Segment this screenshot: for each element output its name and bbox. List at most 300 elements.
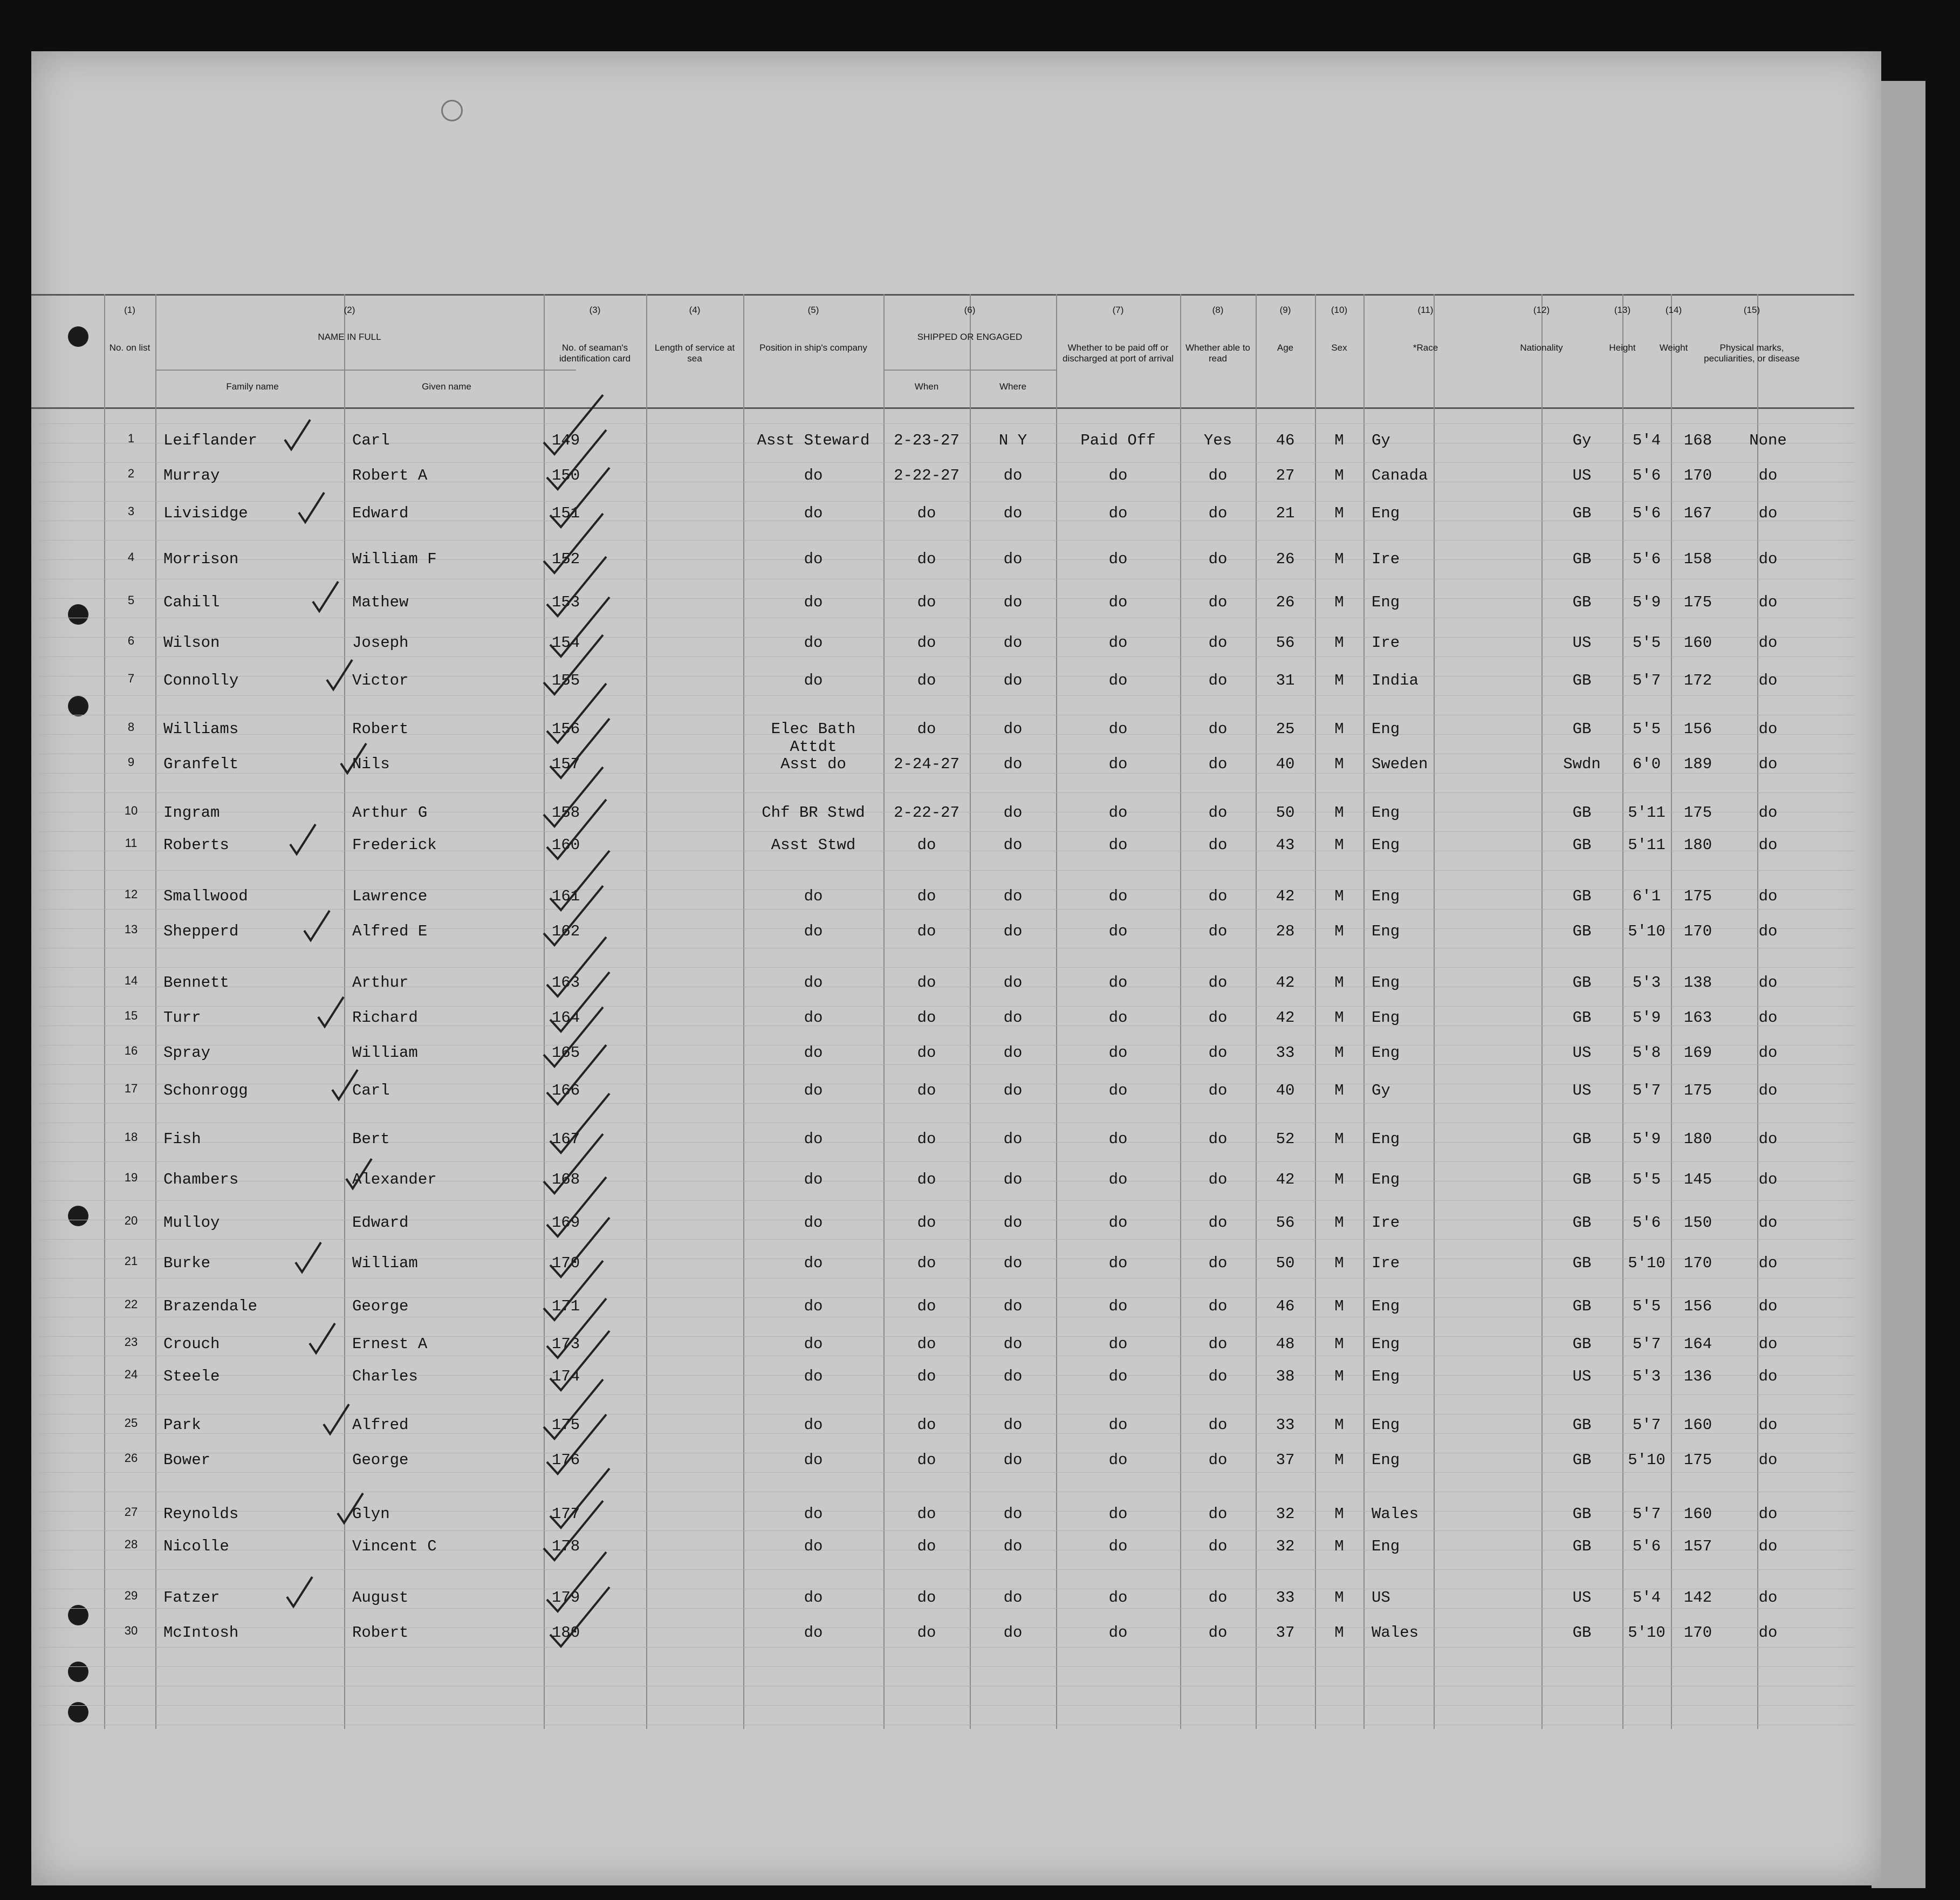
cell-weight: 156 [1683,1297,1712,1315]
cell-card: 170 [552,1254,580,1272]
cell-sex: M [1334,672,1344,689]
cell-family: Spray [163,1044,211,1062]
cell-n: 7 [127,672,135,685]
manifest-sheet [31,51,1881,1885]
cell-weight: 160 [1683,1505,1712,1523]
cell-read: do [1208,1451,1228,1469]
cell-where: do [1003,1335,1023,1353]
column-header: Length of service at sea [654,343,735,364]
cell-position: do [804,1044,823,1062]
cell-card: 168 [552,1171,580,1188]
cell-sex: M [1334,593,1344,611]
cell-where: do [1003,836,1023,854]
cell-age: 32 [1276,1537,1295,1555]
cell-paid: do [1108,467,1128,484]
cell-given: Ernest A [352,1335,428,1353]
cell-marks: do [1758,504,1778,522]
cell-family: Nicolle [163,1537,229,1555]
cell-card: 158 [552,804,580,822]
cell-race: Eng [1372,1130,1400,1148]
cell-nat: GB [1572,804,1592,822]
cell-card: 161 [552,887,580,905]
cell-height: 5'7 [1632,1505,1661,1523]
cell-family: Ingram [163,804,220,822]
handwritten-tick [544,635,603,694]
cell-height: 5'9 [1632,1009,1661,1027]
cell-given: Carl [352,1082,390,1099]
cell-marks: do [1758,1537,1778,1555]
cell-race: Ire [1372,634,1400,652]
cell-sex: M [1334,1044,1344,1062]
cell-n: 1 [127,432,135,445]
cell-marks: None [1749,432,1787,449]
handwritten-tick [544,1501,603,1560]
handwritten-check [318,997,344,1027]
cell-card: 156 [552,720,580,738]
cell-nat: GB [1572,1254,1592,1272]
cell-position: Chf BR Stwd [762,804,865,822]
cell-read: do [1208,1505,1228,1523]
cell-position: do [804,1009,823,1027]
cell-when: do [917,922,936,940]
handwritten-check [304,911,330,940]
handwritten-check [332,1070,358,1099]
cell-paid: do [1108,1044,1128,1062]
cell-card: 169 [552,1214,580,1232]
cell-where: do [1003,1451,1023,1469]
cell-card: 173 [552,1335,580,1353]
cell-card: 155 [552,672,580,689]
cell-marks: do [1758,1589,1778,1607]
cell-n: 26 [124,1451,138,1465]
cell-where: do [1003,1009,1023,1027]
cell-n: 3 [127,504,135,518]
cell-family: Roberts [163,836,229,854]
cell-family: Leiflander [163,432,258,449]
cell-height: 5'3 [1632,1368,1661,1385]
cell-nat: US [1572,1044,1592,1062]
cell-weight: 160 [1683,1416,1712,1434]
cell-given: Lawrence [352,887,428,905]
cell-family: Brazendale [163,1297,258,1315]
cell-position: do [804,1171,823,1188]
cell-race: Wales [1372,1505,1419,1523]
handwritten-check [287,1577,312,1607]
cell-position: Asst Steward [757,432,870,449]
cell-given: Glyn [352,1505,390,1523]
cell-age: 46 [1276,1297,1295,1315]
cell-family: Smallwood [163,887,248,905]
column-header: Physical marks, peculiarities, or disease [1704,343,1800,364]
cell-given: August [352,1589,409,1607]
cell-n: 25 [124,1416,138,1430]
cell-height: 5'10 [1628,1624,1666,1642]
cell-race: Eng [1372,804,1400,822]
cell-nat: Gy [1572,432,1592,449]
cell-when: do [917,504,936,522]
cell-when: do [917,720,936,738]
cell-position: Elec Bath Attdt [771,720,856,756]
cell-where: do [1003,1589,1023,1607]
cell-n: 20 [124,1214,138,1227]
cell-read: do [1208,1171,1228,1188]
cell-race: Eng [1372,1335,1400,1353]
cell-given: George [352,1451,409,1469]
cell-when: do [917,593,936,611]
cell-weight: 163 [1683,1009,1712,1027]
column-header: *Race [1413,343,1438,353]
cell-read: do [1208,887,1228,905]
cell-card: 167 [552,1130,580,1148]
cell-given: Richard [352,1009,418,1027]
cell-n: 2 [127,467,135,480]
cell-n: 28 [124,1537,138,1551]
cell-where: do [1003,1297,1023,1315]
cell-card: 171 [552,1297,580,1315]
cell-marks: do [1758,1082,1778,1099]
cell-height: 5'10 [1628,922,1666,940]
cell-nat: GB [1572,1214,1592,1232]
cell-paid: do [1108,1335,1128,1353]
cell-family: Reynolds [163,1505,239,1523]
cell-card: 166 [552,1082,580,1099]
cell-when: do [917,672,936,689]
cell-weight: 175 [1683,1451,1712,1469]
cell-age: 25 [1276,720,1295,738]
cell-when: do [917,1214,936,1232]
cell-sex: M [1334,1335,1344,1353]
cell-where: do [1003,887,1023,905]
cell-card: 176 [552,1451,580,1469]
cell-where: do [1003,1368,1023,1385]
handwritten-tick [550,851,609,910]
cell-nat: GB [1572,887,1592,905]
cell-sex: M [1334,1130,1344,1148]
cell-n: 9 [127,755,135,769]
column-header: Height [1609,343,1636,353]
cell-read: do [1208,755,1228,773]
cell-when: do [917,1254,936,1272]
cell-read: Yes [1203,432,1232,449]
cell-paid: do [1108,1624,1128,1642]
cell-marks: do [1758,804,1778,822]
handwritten-tick [550,1468,609,1528]
column-subheader: Family name [226,381,279,392]
cell-height: 5'4 [1632,432,1661,449]
cell-family: Mulloy [163,1214,220,1232]
cell-paid: do [1108,1368,1128,1385]
handwritten-tick [547,1414,606,1474]
cell-sex: M [1334,887,1344,905]
cell-weight: 158 [1683,550,1712,568]
cell-height: 5'5 [1632,1297,1661,1315]
cell-sex: M [1334,1297,1344,1315]
cell-sex: M [1334,1624,1344,1642]
cell-when: 2-22-27 [894,467,960,484]
cell-read: do [1208,504,1228,522]
cell-given: Nils [352,755,390,773]
cell-age: 42 [1276,1171,1295,1188]
cell-age: 28 [1276,922,1295,940]
cell-paid: do [1108,1537,1128,1555]
handwritten-check [299,493,324,522]
cell-paid: do [1108,922,1128,940]
cell-race: Eng [1372,974,1400,992]
cell-family: Bennett [163,974,229,992]
cell-weight: 167 [1683,504,1712,522]
cell-height: 5'5 [1632,720,1661,738]
cell-weight: 180 [1683,1130,1712,1148]
handwritten-tick [547,557,606,616]
cell-read: do [1208,1368,1228,1385]
cell-race: Sweden [1372,755,1428,773]
cell-position: do [804,974,823,992]
cell-nat: US [1572,634,1592,652]
cell-age: 33 [1276,1589,1295,1607]
cell-height: 5'9 [1632,593,1661,611]
cell-marks: do [1758,1624,1778,1642]
cell-weight: 160 [1683,634,1712,652]
cell-height: 5'7 [1632,1082,1661,1099]
cell-family: Connolly [163,672,239,689]
cell-read: do [1208,1082,1228,1099]
cell-n: 6 [127,634,135,647]
cell-nat: GB [1572,504,1592,522]
handwritten-tick [544,767,603,826]
cell-weight: 168 [1683,432,1712,449]
cell-n: 24 [124,1368,138,1381]
cell-age: 48 [1276,1335,1295,1353]
cell-weight: 170 [1683,922,1712,940]
cell-n: 22 [124,1297,138,1311]
cell-where: do [1003,634,1023,652]
cell-position: do [804,1624,823,1642]
cell-age: 40 [1276,755,1295,773]
cell-given: William [352,1254,418,1272]
cell-race: Eng [1372,1044,1400,1062]
column-header: No. on list [109,343,150,353]
cell-race: Eng [1372,836,1400,854]
cell-nat: GB [1572,593,1592,611]
cell-marks: do [1758,1335,1778,1353]
cell-race: Canada [1372,467,1428,484]
cell-position: do [804,467,823,484]
cell-age: 50 [1276,804,1295,822]
cell-sex: M [1334,1082,1344,1099]
handwritten-check [290,824,316,854]
cell-sex: M [1334,550,1344,568]
cell-paid: do [1108,1416,1128,1434]
cell-family: McIntosh [163,1624,239,1642]
cell-age: 32 [1276,1505,1295,1523]
cell-sex: M [1334,1505,1344,1523]
cell-paid: do [1108,1214,1128,1232]
cell-weight: 172 [1683,672,1712,689]
cell-nat: US [1572,1368,1592,1385]
cell-card: 178 [552,1537,580,1555]
cell-sex: M [1334,1537,1344,1555]
cell-age: 27 [1276,467,1295,484]
cell-where: do [1003,1214,1023,1232]
cell-n: 21 [124,1254,138,1268]
handwritten-tick [550,1587,609,1646]
cell-age: 42 [1276,887,1295,905]
cell-weight: 180 [1683,836,1712,854]
column-number: (5) [807,305,819,315]
cell-age: 37 [1276,1624,1295,1642]
cell-card: 149 [552,432,580,449]
cell-race: Gy [1372,432,1390,449]
cell-n: 12 [124,887,138,901]
cell-position: do [804,1082,823,1099]
column-number: (10) [1331,305,1348,315]
cell-when: do [917,836,936,854]
cell-weight: 170 [1683,1624,1712,1642]
cell-position: do [804,672,823,689]
cell-where: do [1003,720,1023,738]
cell-race: Ire [1372,1254,1400,1272]
handwritten-tick [550,1218,609,1277]
cell-race: Ire [1372,550,1400,568]
column-header: No. of seaman's identification card [559,343,631,364]
cell-height: 5'7 [1632,1335,1661,1353]
cell-paid: do [1108,550,1128,568]
cell-paid: do [1108,1505,1128,1523]
handwritten-check [285,420,310,449]
cell-sex: M [1334,1416,1344,1434]
cell-position: do [804,1505,823,1523]
cell-sex: M [1334,1254,1344,1272]
cell-weight: 156 [1683,720,1712,738]
cell-weight: 170 [1683,467,1712,484]
column-number: (9) [1279,305,1291,315]
cell-nat: GB [1572,836,1592,854]
cell-family: Morrison [163,550,239,568]
handwritten-check [296,1242,321,1272]
cell-sex: M [1334,1368,1344,1385]
cell-when: do [917,1505,936,1523]
column-number: (6) [964,305,976,315]
cell-marks: do [1758,1171,1778,1188]
cell-where: do [1003,1171,1023,1188]
cell-given: Frederick [352,836,437,854]
cell-when: do [917,1335,936,1353]
handwritten-check [324,1404,349,1434]
cell-read: do [1208,1335,1228,1353]
cell-paid: do [1108,1254,1128,1272]
cell-race: Wales [1372,1624,1419,1642]
cell-position: do [804,634,823,652]
cell-paid: do [1108,634,1128,652]
cell-where: do [1003,504,1023,522]
column-header: Whether able to read [1185,343,1250,364]
column-header: Whether to be paid off or discharged at port of arrival [1063,343,1174,364]
cell-race: Eng [1372,593,1400,611]
cell-when: do [917,1537,936,1555]
cell-height: 5'6 [1632,550,1661,568]
cell-where: do [1003,1505,1023,1523]
cell-given: Arthur [352,974,409,992]
cell-read: do [1208,1297,1228,1315]
cell-sex: M [1334,1589,1344,1607]
cell-race: India [1372,672,1419,689]
column-subheader: When [914,381,939,392]
cell-given: Joseph [352,634,409,652]
cell-n: 15 [124,1009,138,1022]
cell-height: 5'6 [1632,1537,1661,1555]
cell-read: do [1208,467,1228,484]
cell-marks: do [1758,720,1778,738]
cell-n: 16 [124,1044,138,1057]
cell-nat: GB [1572,1416,1592,1434]
cell-position: do [804,887,823,905]
cell-marks: do [1758,593,1778,611]
cell-sex: M [1334,974,1344,992]
cell-given: Victor [352,672,409,689]
cell-height: 6'1 [1632,887,1661,905]
cell-where: do [1003,467,1023,484]
cell-card: 179 [552,1589,580,1607]
handwritten-check [310,1323,335,1353]
cell-n: 13 [124,922,138,936]
cell-family: Wilson [163,634,220,652]
cell-given: Charles [352,1368,418,1385]
cell-weight: 189 [1683,755,1712,773]
cell-when: do [917,1171,936,1188]
cell-paid: do [1108,836,1128,854]
cell-nat: GB [1572,1171,1592,1188]
cell-height: 5'10 [1628,1254,1666,1272]
cell-marks: do [1758,1451,1778,1469]
cell-marks: do [1758,836,1778,854]
cell-weight: 136 [1683,1368,1712,1385]
cell-marks: do [1758,1254,1778,1272]
cell-paid: do [1108,1297,1128,1315]
cell-race: Eng [1372,1451,1400,1469]
cell-age: 31 [1276,672,1295,689]
cell-given: Vincent C [352,1537,437,1555]
handwritten-check [313,582,338,611]
cell-sex: M [1334,504,1344,522]
column-header: Position in ship's company [759,343,867,353]
cell-given: Edward [352,504,409,522]
cell-sex: M [1334,755,1344,773]
cell-nat: US [1572,467,1592,484]
column-number: (3) [589,305,601,315]
cell-height: 5'3 [1632,974,1661,992]
cell-family: Shepperd [163,922,239,940]
cell-read: do [1208,804,1228,822]
cell-weight: 175 [1683,887,1712,905]
cell-sex: M [1334,804,1344,822]
cell-nat: GB [1572,1624,1592,1642]
cell-paid: do [1108,672,1128,689]
cell-where: do [1003,1254,1023,1272]
cell-paid: do [1108,720,1128,738]
cell-race: Eng [1372,887,1400,905]
cell-family: Cahill [163,593,220,611]
cell-when: do [917,1451,936,1469]
cell-family: Bower [163,1451,211,1469]
cell-paid: do [1108,887,1128,905]
cell-paid: do [1108,1171,1128,1188]
cell-family: Livisidge [163,504,248,522]
cell-read: do [1208,1416,1228,1434]
cell-given: William [352,1044,418,1062]
cell-n: 27 [124,1505,138,1519]
cell-nat: GB [1572,974,1592,992]
cell-when: do [917,634,936,652]
